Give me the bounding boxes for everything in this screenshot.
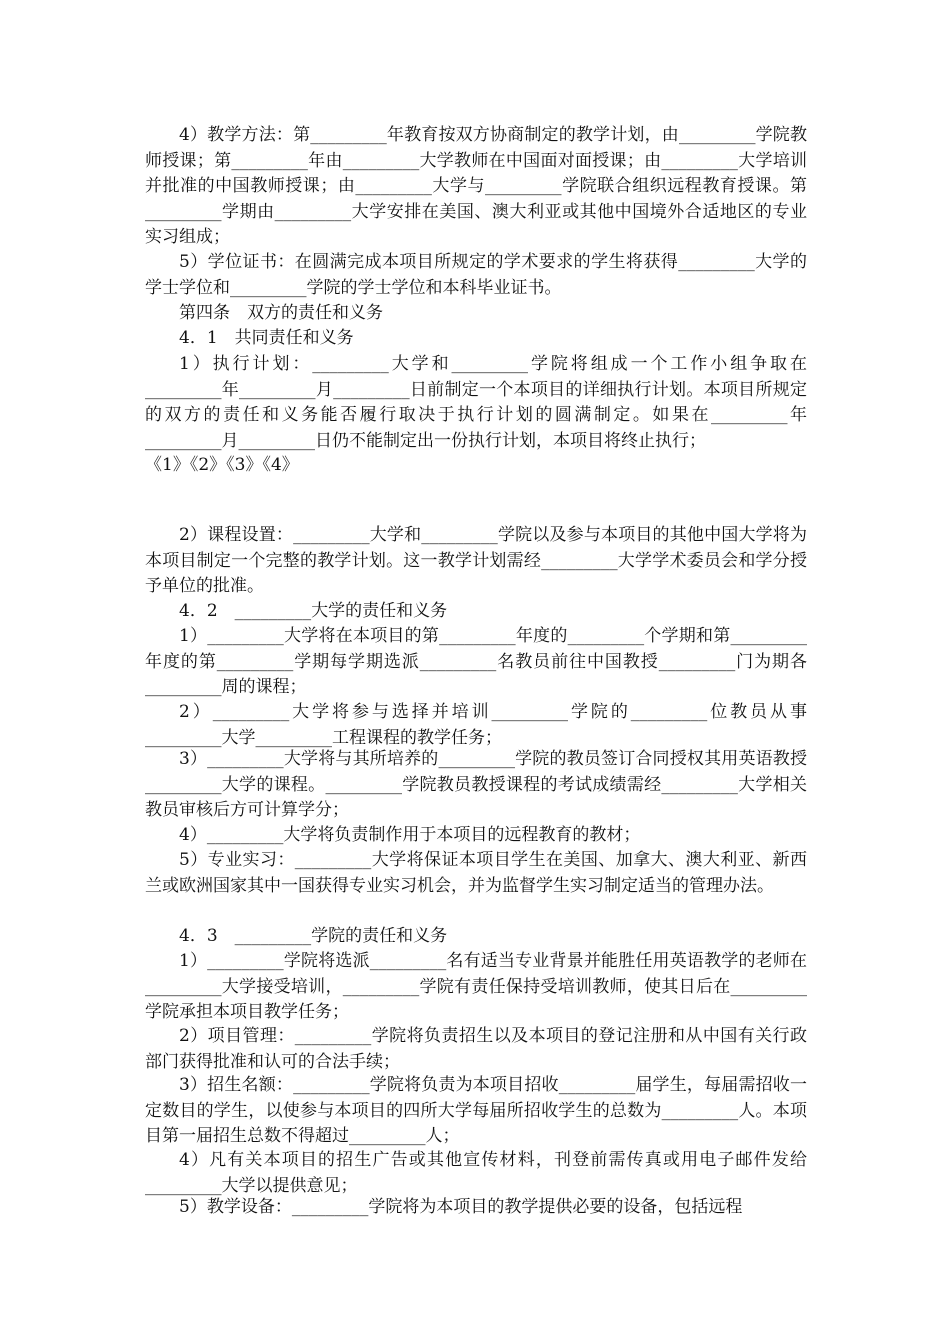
paragraph-4-3-4: 4）凡有关本项目的招生广告或其他宣传材料，刊登前需传真或用电子邮件发给_________大学以提供意见； [145,1150,807,1196]
paragraph-4-2-1: 1）_________大学将在本项目的第_________年度的_________个学期和第_________年度的第_________学期每学期选派_________名教员前往中国教授_________门为期各_________周的课程； [145,626,807,697]
paragraph-degree-certificate: 5）学位证书：在圆满完成本项目所规定的学术要求的学生将获得_________大学的学士学位和_________学院的学士学位和本科毕业证书。 [145,252,807,298]
paragraph-curriculum: 2）课程设置：_________大学和_________学院以及参与本项目的其他中国大学将为本项目制定一个完整的教学计划。这一教学计划需经_________大学学术委员会和学分授予单位的批准。 [145,525,807,596]
paragraph-teaching-method: 4）教学方法：第_________年教育按双方协商制定的教学计划，由_________学院教师授课；第_________年由_________大学教师在中国面对面授课；由_________大学培训并批准的中国教师授课；由_________大学与_________学院联合组织远程教育授课。第_________学期由_________大学安排在美国、澳大利亚或其他中国境外合适地区的专业实习组成； [145,125,807,247]
paragraph-execution-plan: 1）执行计划：_________大学和_________学院将组成一个工作小组争取在_________年_________月_________日前制定一个本项目的详细执行计划。本项目所规定的双方的责任和义务能否履行取决于执行计划的圆满制定。如果在_________年_________月_________日仍不能制定出一份执行计划，本项目将终止执行； [145,354,807,451]
section-heading-4-3: 4．3 _________学院的责任和义务 [179,926,448,946]
footnote-references: 《1》《2》《3》《4》 [145,455,299,475]
paragraph-4-3-5: 5）教学设备：_________学院将为本项目的教学提供必要的设备，包括远程 [179,1197,743,1217]
paragraph-4-2-2: 2）_________大学将参与选择并培训_________学院的_________位教员从事_________大学_________工程课程的教学任务； [145,702,807,748]
section-heading-4-2: 4．2 _________大学的责任和义务 [179,601,448,621]
paragraph-4-3-3: 3）招生名额：_________学院将负责为本项目招收_________届学生，每届需招收一定数目的学生，以使参与本项目的四所大学每届所招收学生的总数为_________人。本项目第一届招生总数不得超过_________人； [145,1075,807,1146]
paragraph-4-2-4: 4）_________大学将负责制作用于本项目的远程教育的教材； [179,825,641,845]
article-heading: 第四条 双方的责任和义务 [179,303,383,323]
paragraph-4-3-2: 2）项目管理：_________学院将负责招生以及本项目的登记注册和从中国有关行政部门获得批准和认可的合法手续； [145,1026,807,1072]
paragraph-4-2-5: 5）专业实习：_________大学将保证本项目学生在美国、加拿大、澳大利亚、新西兰或欧洲国家其中一国获得专业实习机会，并为监督学生实习制定适当的管理办法。 [145,850,807,896]
paragraph-4-3-1: 1）_________学院将选派_________名有适当专业背景并能胜任用英语教学的老师在_________大学接受培训，_________学院有责任保持受培训教师，使其日后在_________学院承担本项目教学任务； [145,951,807,1022]
paragraph-4-2-3: 3）_________大学将与其所培养的_________学院的教员签订合同授权其用英语教授_________大学的课程。_________学院教员教授课程的考试成绩需经_________大学相关教员审核后方可计算学分； [145,749,807,820]
section-heading-4-1: 4．1 共同责任和义务 [179,328,354,348]
